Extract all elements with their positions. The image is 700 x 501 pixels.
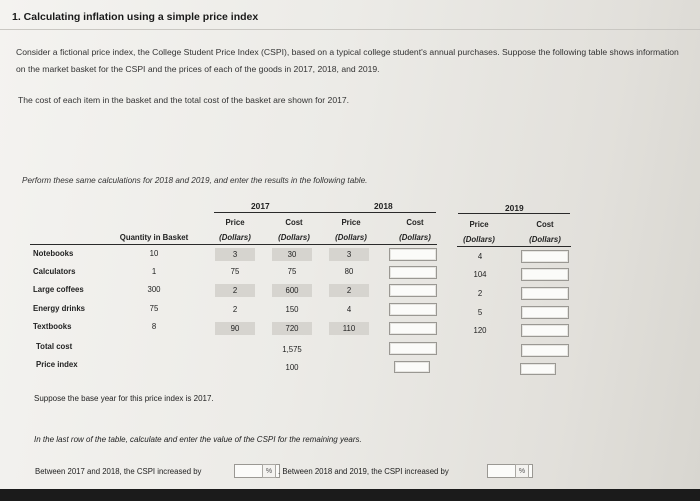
c2017-textbooks: 720 (272, 322, 312, 335)
p2019-notebooks: 4 (477, 252, 483, 261)
cost-2019-header: Cost (536, 220, 554, 229)
p2017-energy-drinks: 2 (232, 305, 238, 314)
price-2019-header: Price (469, 220, 489, 229)
cost-2018-calculators-input[interactable] (389, 266, 437, 279)
cost-2019-energy-drinks-input[interactable] (521, 306, 569, 319)
quantity-header: Quantity in Basket (119, 233, 189, 242)
qty-textbooks: 8 (151, 322, 157, 331)
cost-2019-textbooks-input[interactable] (521, 324, 569, 337)
table-header-rule-2019 (457, 246, 571, 247)
between-2018-2019-label: . Between 2018 and 2019, the CSPI increased by (278, 467, 449, 476)
dollars-c2019: (Dollars) (529, 235, 561, 244)
cost-2017-header: Cost (285, 218, 303, 227)
cost-2018-header: Cost (406, 218, 424, 227)
price-2018-header: Price (341, 218, 361, 227)
price-index-2017: 100 (285, 363, 299, 372)
last-row-instruction: In the last row of the table, calculate and enter the value of the CSPI for the remaining years. (34, 435, 362, 444)
row-label-energy-drinks: Energy drinks (33, 304, 85, 313)
p2017-calculators: 75 (230, 267, 240, 276)
row-label-notebooks: Notebooks (33, 249, 74, 258)
title-divider (0, 29, 700, 30)
dollars-c2018: (Dollars) (399, 233, 431, 242)
percent-sign: % (262, 464, 276, 478)
total-cost-2017: 1,575 (282, 345, 302, 354)
p2019-large-coffees: 2 (477, 289, 483, 298)
cost-2018-notebooks-input[interactable] (389, 248, 437, 261)
qty-large-coffees: 300 (147, 285, 161, 294)
p2018-energy-drinks: 4 (346, 305, 352, 314)
year-2017-header: 2017 (251, 201, 270, 211)
p2018-calculators: 80 (344, 267, 354, 276)
total-cost-2019-input[interactable] (521, 344, 569, 357)
intro-text: Consider a fictional price index, the College Student Price Index (CSPI), based on a typical college student's annual purchases. Suppose the following table shows information on the market basket for the CSPI and the prices of each of the goods in 2017, 2018, and 2019. (16, 47, 679, 74)
instruction-text: Perform these same calculations for 2018 and 2019, and enter the results in the following table. (22, 176, 368, 185)
row-label-total-cost: Total cost (36, 342, 73, 351)
row-label-price-index: Price index (36, 360, 78, 369)
cost-2018-large-coffees-input[interactable] (389, 284, 437, 297)
cost-2018-energy-drinks-input[interactable] (389, 303, 437, 316)
percent-sign: % (515, 464, 529, 478)
c2017-energy-drinks: 150 (285, 305, 299, 314)
header-rule-2017-2018 (214, 212, 436, 213)
cost-2018-textbooks-input[interactable] (389, 322, 437, 335)
cost-2019-large-coffees-input[interactable] (521, 287, 569, 300)
p2018-large-coffees: 2 (329, 284, 369, 297)
p2019-calculators: 104 (473, 270, 487, 279)
intro-text-2017: The cost of each item in the basket and the total cost of the basket are shown for 2017. (18, 95, 350, 105)
c2017-calculators: 75 (287, 267, 297, 276)
question-title: 1. Calculating inflation using a simple price index (12, 11, 259, 23)
c2017-notebooks: 30 (272, 248, 312, 261)
dollars-p2017: (Dollars) (219, 233, 251, 242)
dollars-p2018: (Dollars) (335, 233, 367, 242)
table-header-rule (30, 244, 437, 245)
dollars-p2019: (Dollars) (463, 235, 495, 244)
p2018-notebooks: 3 (329, 248, 369, 261)
cost-2019-calculators-input[interactable] (521, 268, 569, 281)
price-2017-header: Price (225, 218, 245, 227)
p2019-textbooks: 120 (473, 326, 487, 335)
year-2018-header: 2018 (374, 201, 393, 211)
price-index-2018-input[interactable] (394, 361, 430, 373)
c2017-large-coffees: 600 (272, 284, 312, 297)
price-index-2019-input[interactable] (520, 363, 556, 375)
p2017-large-coffees: 2 (215, 284, 255, 297)
base-year-note: Suppose the base year for this price index is 2017. (34, 394, 214, 403)
row-label-textbooks: Textbooks (33, 322, 72, 331)
header-rule-2019 (458, 213, 570, 214)
row-label-calculators: Calculators (33, 267, 76, 276)
qty-energy-drinks: 75 (149, 304, 159, 313)
total-cost-2018-input[interactable] (389, 342, 437, 355)
year-2019-header: 2019 (505, 203, 524, 213)
row-label-large-coffees: Large coffees (33, 285, 84, 294)
bottom-edge-bar (0, 489, 700, 501)
between-2017-2018-label: Between 2017 and 2018, the CSPI increased by (35, 467, 202, 476)
qty-calculators: 1 (151, 267, 157, 276)
p2017-notebooks: 3 (215, 248, 255, 261)
p2017-textbooks: 90 (215, 322, 255, 335)
cost-2019-notebooks-input[interactable] (521, 250, 569, 263)
qty-notebooks: 10 (149, 249, 159, 258)
dollars-c2017: (Dollars) (278, 233, 310, 242)
p2018-textbooks: 110 (329, 322, 369, 335)
p2019-energy-drinks: 5 (477, 308, 483, 317)
